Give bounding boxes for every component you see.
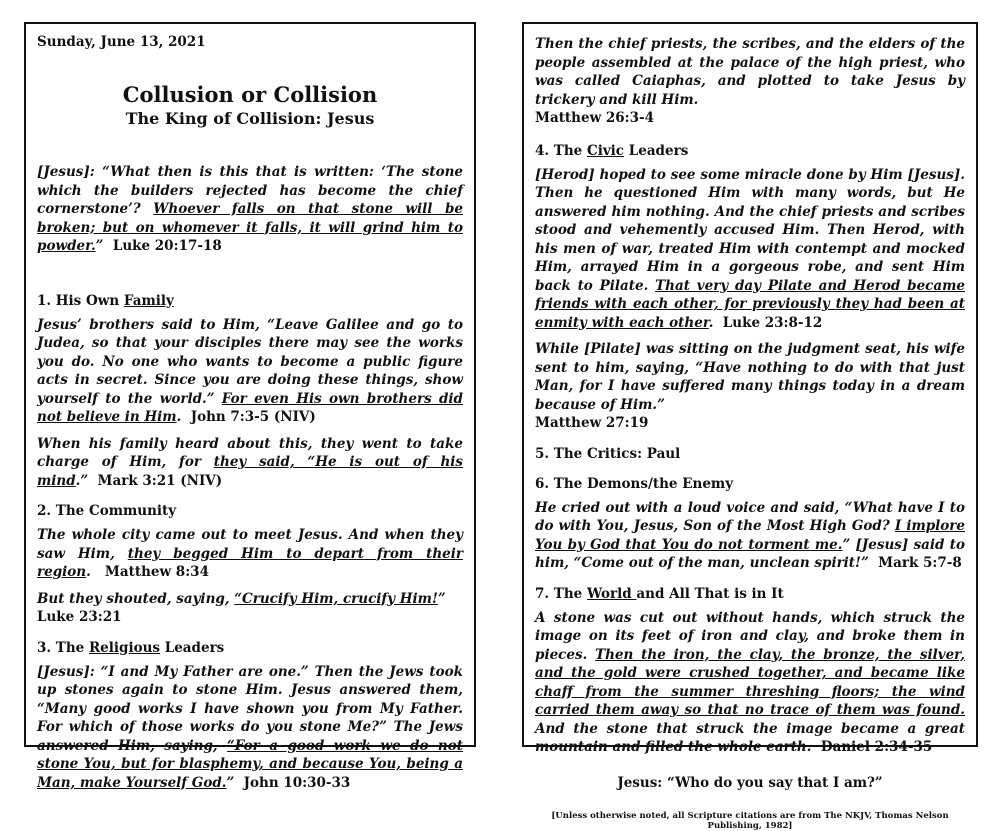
verse-john-7: Jesus’ brothers said to Him, “Leave Galilee and go to Judea, so that your disciples there may see the works you do. No one who wants to become a public figure acts in secret. Since you are doing these things, show yourself to the world.” For even His own brothers did not believe in Him. John 7:3-5 (NIV) [37,316,463,425]
scripture-ref: John 10:30-33 [243,774,351,791]
bulletin-date: Sunday, June 13, 2021 [37,34,206,50]
right-page-panel [522,22,978,831]
citation-footnote: [Unless otherwise noted, all Scripture citations are from The NKJV, Thomas Nelson Publishing, 1982] [551,810,949,831]
scripture-ref: Daniel 2:34-35 [820,739,933,755]
verse-mark-5: He cried out with a loud voice and said, “What have I to do with You, Jesus, Son of the Most High God? I implore You by God that You do not torment me.” [Jesus] said to him, “Come out of the man, unclean spirit!” Mark 5:7-8 [535,499,966,571]
scripture-ref: Mark 3:21 (NIV) [97,472,223,489]
section-heading-family: 1. His Own Family [37,292,174,309]
verse-luke-23-8: [Herod] hoped to see some miracle done by Him [Jesus]. Then he questioned Him with many words, but He answered him nothing. And the chief priests and scribes stood and vehemently accused Him. Then Herod, with his men of war, treated Him with contempt and mocked Him, arrayed Him in a gorgeous robe, and sent Him back to Pilate. That very day Pilate and Herod became friends with each other, for previously they had been at enmity with each other. Luke 23:8-12 [535,166,966,331]
section-heading-critics: 5. The Critics: Paul [535,445,681,462]
verse-mark-3: When his family heard about this, they went to take charge of Him, for they said, “He is out of his mind.” Mark 3:21 (NIV) [37,435,463,489]
scripture-ref: Luke 23:21 [37,609,122,625]
section-heading-community: 2. The Community [37,503,177,519]
verse-matthew-27: While [Pilate] was sitting on the judgment seat, his wife sent to him, saying, “Have nothing to do with that just Man, for I have suffered many things today in a dream because of Him.” Matthew 27:19 [535,341,965,431]
section-heading-world: 7. The World and All That is in It [535,585,784,602]
verse-matthew-26: Then the chief priests, the scribes, and the elders of the people assembled at the palace of the high priest, who was called Caiaphas, and plotted to take Jesus by trickery and kill Him. Matthew 26:3-4 [535,36,965,126]
sermon-title: Collusion or Collision [122,82,378,107]
scripture-ref: Luke 20:17-18 [112,238,222,254]
verse-luke-23-21: But they shouted, saying, “Crucify Him, crucify Him!” Luke 23:21 [37,590,446,625]
scripture-ref: Mark 5:7-8 [878,555,962,571]
scripture-ref: Matthew 26:3-4 [535,110,655,126]
section-heading-demons: 6. The Demons/the Enemy [535,475,734,492]
verse-matthew-8: The whole city came out to meet Jesus. And when they saw Him, they begged Him to depart from their region. Matthew 8:34 [37,527,463,580]
section-heading-religious: 3. The Religious Leaders [37,639,225,656]
scripture-ref: Luke 23:8-12 [722,314,823,331]
scripture-ref: Matthew 27:19 [535,415,649,431]
scripture-ref: Matthew 8:34 [104,564,209,580]
intro-verse: [Jesus]: “What then is this that is written: ‘The stone which the builders rejected has become the chief cornerstone’? Whoever falls on that stone will be broken; but on whomever it falls, it will grind him to powder.” Luke 20:17-18 [37,164,463,254]
closing-question: Jesus: “Who do you say that I am?” [617,774,883,791]
scripture-ref: John 7:3-5 (NIV) [190,409,316,425]
sermon-subtitle: The King of Collision: Jesus [125,109,375,128]
section-heading-civic: 4. The Civic Leaders [535,142,689,159]
verse-daniel-2: A stone was cut out without hands, which struck the image on its feet of iron and clay, and broke them in pieces. Then the iron, the clay, the bronze, the silver, and the gold were crushed together, and became like chaff from the summer threshing floors; the wind carried them away so that no trace of them was found. And the stone that struck the image became a great mountain and filled the whole earth. Daniel 2:34-35 [535,609,966,755]
left-page-panel [24,22,476,791]
verse-john-10: [Jesus]: “I and My Father are one.” Then the Jews took up stones again to stone Him. Jesus answered them, “Many good works I have shown you from My Father. For which of those works do you stone Me?” The Jews answered Him, saying, “For a good work we do not stone You, but for blasphemy, and because You, being a Man, make Yourself God.” John 10:30-33 [37,663,463,791]
